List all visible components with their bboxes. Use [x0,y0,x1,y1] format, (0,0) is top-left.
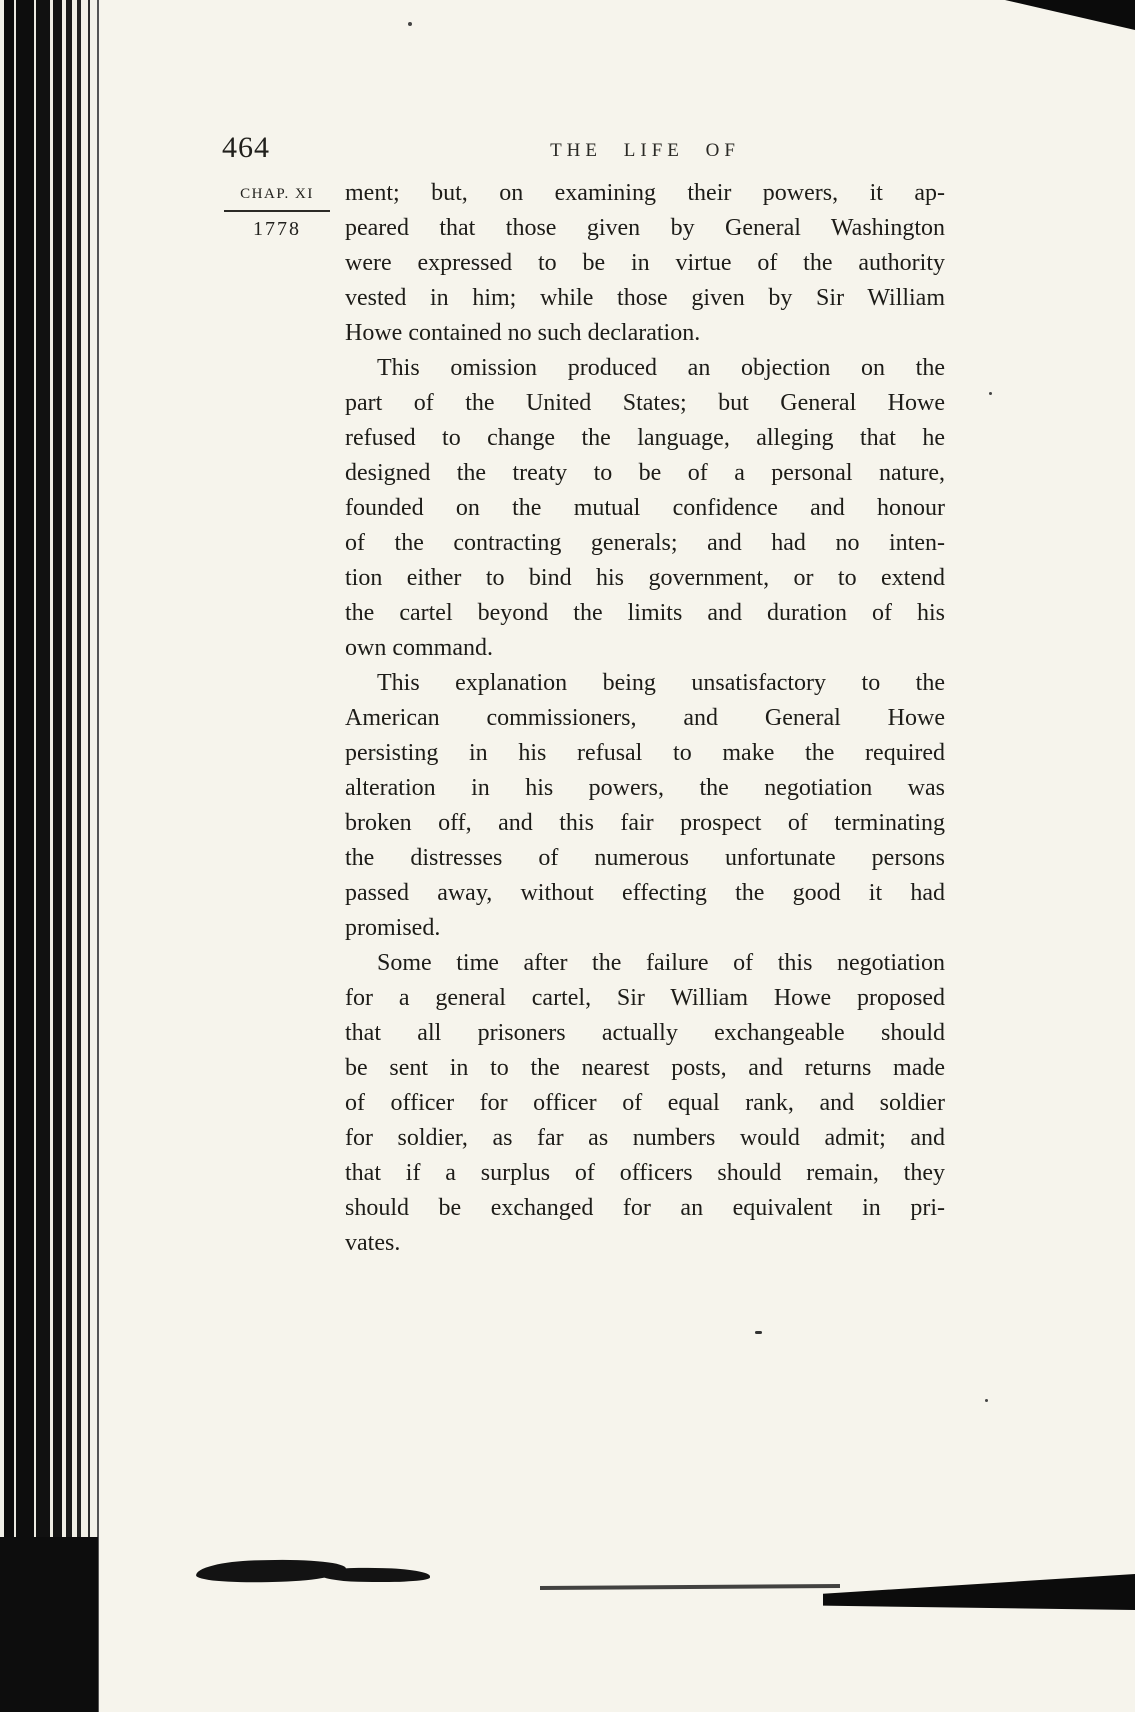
paragraph [345,946,945,1261]
text-line: This explanation being unsatisfactory to the [377,670,945,696]
chapter-label: CHAP. XI [240,186,314,202]
ink-speck [408,22,412,26]
text-line: Howe contained no such declaration. [345,320,701,346]
text-line: that all prisoners actually exchangeable should [345,1020,945,1046]
text-line: vates. [345,1230,401,1256]
running-header: THE LIFE OF [550,140,740,161]
page-body [345,176,945,1261]
text-line: vested in him; while those given by Sir William [345,285,945,311]
text-line: the cartel beyond the limits and duration of his [345,600,945,626]
text-line: for soldier, as far as numbers would admit; and [345,1125,945,1151]
text-line: part of the United States; but General Howe [345,390,945,416]
text-line: American commissioners, and General Howe [345,705,945,731]
text-line: broken off, and this fair prospect of terminating [345,810,945,836]
paragraph [345,176,945,351]
text-line: ment; but, on examining their powers, it ap- [345,180,945,206]
text-line: alteration in his powers, the negotiation was [345,775,945,801]
ink-speck [985,1399,988,1402]
text-line: that if a surplus of officers should remain, they [345,1160,945,1186]
text-line: persisting in his refusal to make the required [345,740,945,766]
chapter-rule [224,210,330,212]
paragraph [345,666,945,946]
text-line: the distresses of numerous unfortunate persons [345,845,945,871]
text-line: of the contracting generals; and had no inten- [345,530,945,556]
year-label: 1778 [253,218,301,240]
text-line: This omission produced an objection on the [377,355,945,381]
text-line: be sent in to the nearest posts, and returns made [345,1055,945,1081]
page-number: 464 [222,131,270,164]
text-line: tion either to bind his government, or to extend [345,565,945,591]
text-line: should be exchanged for an equivalent in pri- [345,1195,945,1221]
text-line: own command. [345,635,493,661]
text-line: were expressed to be in virtue of the authority [345,250,945,276]
paragraph [345,351,945,666]
text-line: promised. [345,915,441,941]
text-line: for a general cartel, Sir William Howe proposed [345,985,945,1011]
text-line: founded on the mutual confidence and honour [345,495,945,521]
text-line: designed the treaty to be of a personal nature, [345,460,945,486]
corner-fold-artifact [1005,0,1135,30]
text-line: of officer for officer of equal rank, and soldier [345,1090,945,1116]
ink-smudge-artifact [320,1567,430,1583]
ink-speck [755,1331,762,1334]
margin-notes [220,186,334,241]
text-line: peared that those given by General Washington [345,215,945,241]
text-line: Some time after the failure of this negotiation [377,950,945,976]
binding-gutter-artifact [0,0,112,1712]
page-edge-shadow-artifact [823,1574,1135,1610]
binding-bottom-shadow-artifact [0,1537,98,1712]
text-line: passed away, without effecting the good it had [345,880,945,906]
scan-line-artifact [540,1584,840,1590]
ink-speck [989,392,992,395]
text-line: refused to change the language, alleging that he [345,425,945,451]
